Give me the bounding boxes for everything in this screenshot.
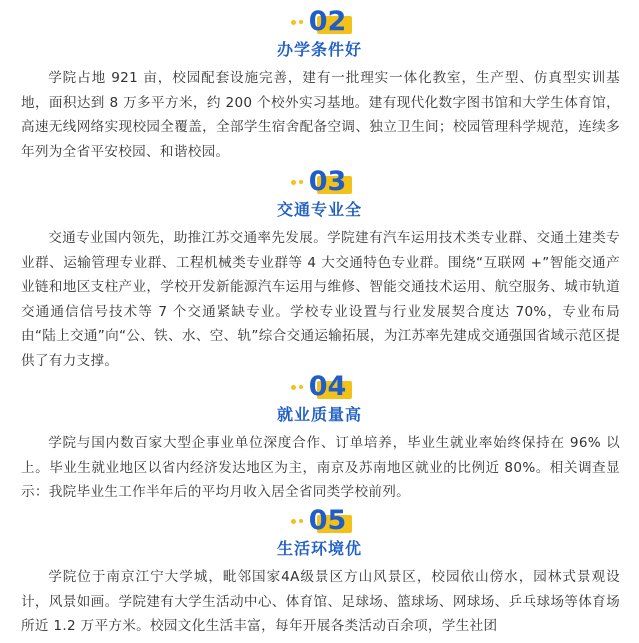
section-body: 交通专业国内领先，助推江苏交通率先发展。学院建有汽车运用技术类专业群、交通土建类专业群、运输管理专业群、工程机械类专业群等 4 大交通特色专业群。围绕“互联网 +”智能交通产业链和地区支柱产业，学校开发新能源汽车运用与维修、智能交通技术运用、航空服务、城市轨道交通通信信号技术等 7 个交通紧缺专业。学校专业设置与行业发展契合度达 70%，专业布局由“陆上交通”向“公、铁、水、空、轨”综合交通运输拓展，为江苏率先建成交通强国省域示范区提供了有力支撑。 [21, 230, 621, 369]
section-title: 交通专业全 [276, 200, 362, 219]
section-number-badge [0, 371, 639, 403]
section-number: 05 [308, 505, 347, 536]
section-number-badge [0, 505, 639, 537]
dots-decoration [291, 180, 303, 185]
dots-decoration [291, 20, 303, 25]
section-body: 学院与国内数百家大型企事业单位深度合作、订单培养，毕业生就业率始终保持在 96% 以上。毕业生就业地区以省内经济发达地区为主，南京及苏南地区就业的比例近 80%。相关调查显示：我院毕业生工作半年后的平均月收入居全省同类学校前列。 [21, 435, 620, 500]
section-03 [0, 166, 639, 373]
section-body: 学院占地 921 亩，校园配套设施完善，建有一批理实一体化教室，生产型、仿真型实训基地，面积达到 8 万多平方米，约 200 个校外实习基地。建有现代化数字图书馆和大学生体育馆，高速无线网络实现校园全覆盖，全部学生宿舍配备空调、独立卫生间；校园管理科学规范，连续多年列为全省平安校园、和谐校园。 [21, 70, 620, 160]
section-02 [0, 6, 639, 164]
section-title: 就业质量高 [276, 405, 362, 424]
section-number: 02 [308, 6, 347, 37]
section-number: 03 [308, 166, 347, 197]
dots-decoration [291, 519, 303, 524]
section-title: 生活环境优 [276, 539, 362, 558]
section-number: 04 [308, 371, 347, 402]
section-title: 办学条件好 [276, 40, 362, 59]
section-number-badge [0, 6, 639, 38]
section-number-badge [0, 166, 639, 198]
section-body: 学院位于南京江宁大学城，毗邻国家4A级景区方山风景区，校园依山傍水，园林式景观设计，风景如画。学院建有大学生活动中心、体育馆、足球场、篮球场、网球场、乒乓球场等体育场所近 1.2 万平方米。校园文化生活丰富，每年开展各类活动百余项，学生社团 [21, 569, 620, 634]
section-04 [0, 371, 639, 505]
dots-decoration [291, 385, 303, 390]
section-05 [0, 505, 639, 639]
